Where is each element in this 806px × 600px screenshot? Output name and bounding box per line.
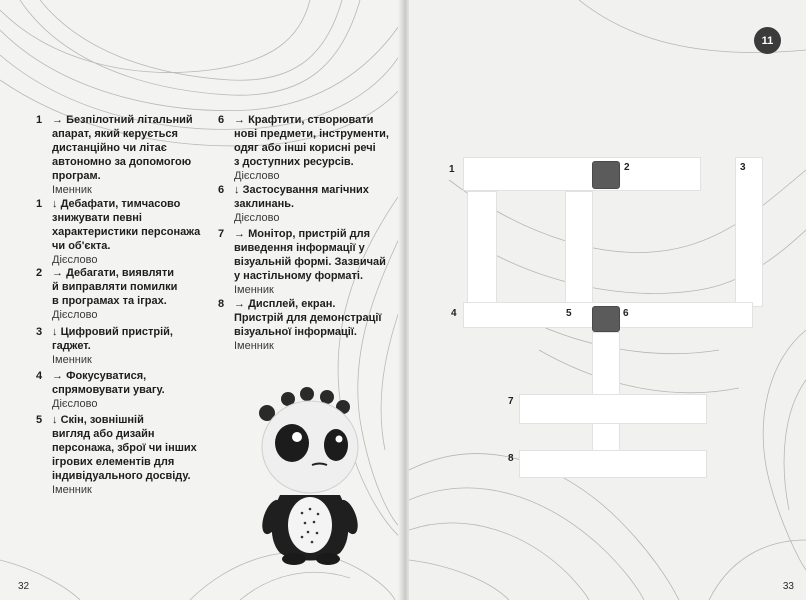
arrow-right-icon: →	[234, 298, 245, 310]
clue-line: індивідуального досвіду.	[52, 470, 191, 482]
clue-line: персонажа, зброї чи інших	[52, 442, 197, 454]
part-of-speech: Дієслово	[52, 309, 98, 321]
arrow-right-icon: →	[234, 228, 245, 240]
clue-line: спрямовувати увагу.	[52, 384, 165, 396]
part-of-speech: Іменник	[52, 354, 92, 366]
page-number: 32	[18, 581, 30, 592]
clue-line: й виправляти помилки	[52, 281, 178, 293]
clue-line: Застосування магічних	[242, 184, 369, 196]
part-of-speech: Іменник	[234, 284, 274, 296]
clue-line: Дисплей, екран.	[248, 298, 336, 310]
clue-line: візуальній формі. Зазвичай	[234, 256, 386, 268]
grid-number-1: 1	[449, 164, 455, 175]
clue-line: характеристики персонажа	[52, 226, 201, 238]
clue-line: виведення інформації у	[234, 242, 365, 254]
clue-number: 7	[218, 228, 225, 240]
part-of-speech: Іменник	[52, 184, 92, 196]
grid-row-1[interactable]	[463, 157, 701, 191]
arrow-right-icon: →	[52, 114, 63, 126]
part-of-speech: Іменник	[52, 484, 92, 496]
clue-line: Крафтити, створювати	[248, 114, 374, 126]
clue-number: 2	[36, 267, 43, 279]
clue-line: у настільному форматі.	[234, 270, 364, 282]
part-of-speech: Дієслово	[52, 254, 98, 266]
grid-number-5: 5	[566, 308, 572, 319]
part-of-speech: Дієслово	[234, 212, 280, 224]
clue-line: одяг або інші корисні речі	[234, 142, 376, 154]
clue-line: дистанційно чи літає	[52, 142, 167, 154]
clue-number: 1	[36, 114, 43, 126]
grid-number-4: 4	[451, 308, 457, 319]
arrow-right-icon: →	[52, 370, 63, 382]
grid-number-3: 3	[740, 162, 746, 173]
part-of-speech: Дієслово	[52, 398, 98, 410]
clue-line: Монітор, пристрій для	[248, 228, 371, 240]
right-page	[409, 0, 806, 600]
clue-line: Дебафати, тимчасово	[60, 198, 181, 210]
grid-row-8[interactable]	[519, 450, 707, 478]
clue-number: 5	[36, 414, 43, 426]
page-badge: 11	[754, 27, 781, 54]
grid-number-2: 2	[624, 162, 630, 173]
panda-mascot-icon	[250, 385, 365, 570]
clue-line: Скін, зовнішній	[60, 414, 144, 426]
clue-line: програм.	[52, 170, 101, 182]
grid-column-6[interactable]	[592, 332, 620, 452]
page-number: 33	[782, 581, 794, 592]
grid-number-8: 8	[508, 453, 514, 464]
clue-number: 3	[36, 326, 43, 338]
clue-line: автономно за допомогою	[52, 156, 192, 168]
clue-line: Дебагати, виявляти	[66, 267, 174, 279]
clue-line: візуальної інформації.	[234, 326, 357, 338]
clue-line: заклинань.	[234, 198, 295, 210]
grid-column-3[interactable]	[735, 157, 763, 307]
clue-line: ігрових елементів для	[52, 456, 175, 468]
part-of-speech: Іменник	[234, 340, 274, 352]
clue-line: Безпілотний літальний	[66, 114, 193, 126]
grid-shaded-cell	[592, 161, 620, 189]
clue-line: Фокусуватися,	[66, 370, 147, 382]
clue-line: нові предмети, інструменти,	[234, 128, 389, 140]
clue-number: 6	[218, 114, 225, 126]
clue-line: з доступних ресурсів.	[234, 156, 354, 168]
clue-number: 6	[218, 184, 225, 196]
clue-line: Цифровий пристрій,	[60, 326, 173, 338]
clue-line: апарат, який керується	[52, 128, 178, 140]
clue-line: вигляд або дизайн	[52, 428, 155, 440]
arrow-right-icon: →	[52, 267, 63, 279]
arrow-down-icon: ↓	[52, 198, 58, 210]
grid-shaded-cell	[592, 306, 620, 332]
clue-number: 8	[218, 298, 225, 310]
clue-line: Пристрій для демонстрації	[234, 312, 382, 324]
clue-line: в програмах та іграх.	[52, 295, 167, 307]
clue-line: чи об'єкта.	[52, 240, 111, 252]
clue-line: знижувати певні	[52, 212, 142, 224]
arrow-right-icon: →	[234, 114, 245, 126]
arrow-down-icon: ↓	[52, 414, 58, 426]
part-of-speech: Дієслово	[234, 170, 280, 182]
grid-number-6: 6	[623, 308, 629, 319]
grid-number-7: 7	[508, 396, 514, 407]
clue-number: 1	[36, 198, 43, 210]
arrow-down-icon: ↓	[52, 326, 58, 338]
clue-line: гаджет.	[52, 340, 91, 352]
grid-row-7[interactable]	[519, 394, 707, 424]
clue-number: 4	[36, 370, 43, 382]
arrow-down-icon: ↓	[234, 184, 240, 196]
